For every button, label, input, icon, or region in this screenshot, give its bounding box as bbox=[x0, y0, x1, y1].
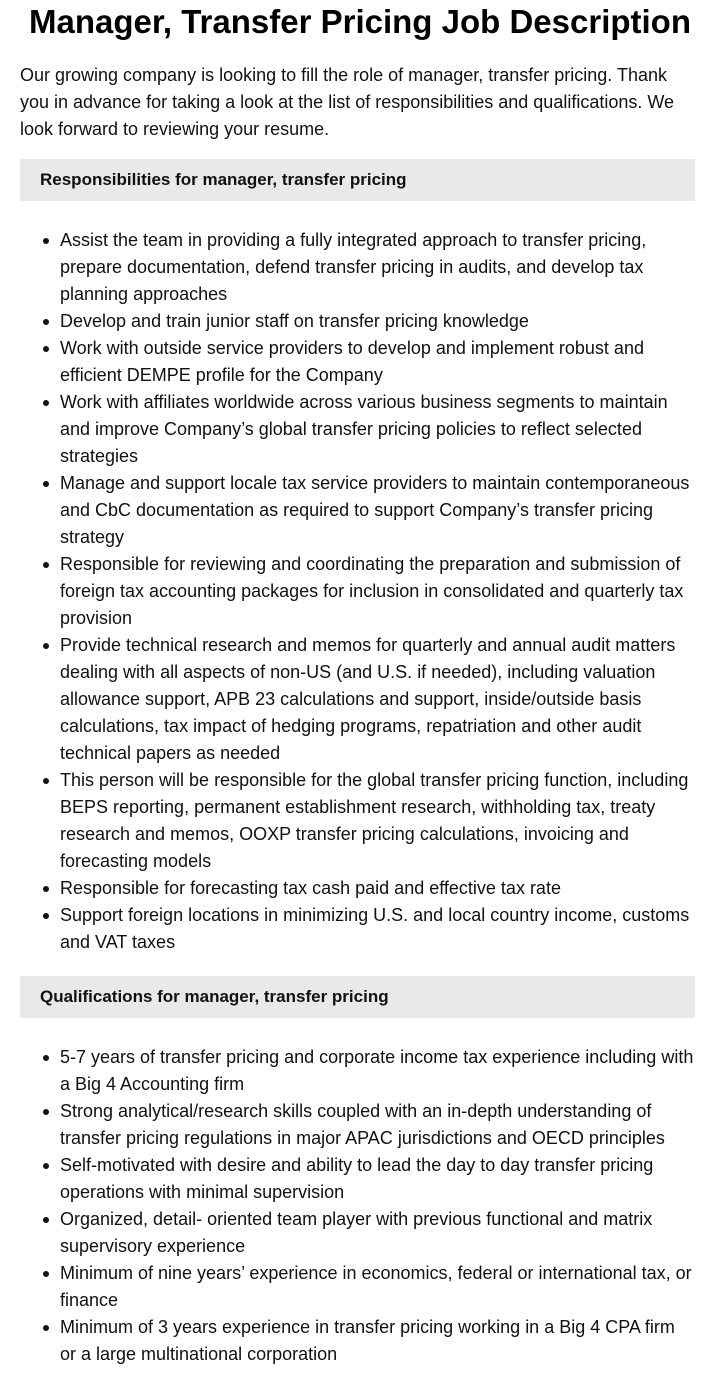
list-item: Work with outside service providers to develop and implement robust and efficient DEMPE profile for the Company bbox=[60, 335, 695, 389]
list-item: Develop and train junior staff on transfer pricing knowledge bbox=[60, 308, 695, 335]
list-item: Responsible for reviewing and coordinating the preparation and submission of foreign tax accounting packages for inclusion in consolidated and quarterly tax provision bbox=[60, 551, 695, 632]
intro-paragraph: Our growing company is looking to fill the role of manager, transfer pricing. Thank you in advance for taking a look at the list of responsibilities and qualifications. We look forward to reviewing your resume. bbox=[20, 65, 675, 139]
list-item: Provide technical research and memos for quarterly and annual audit matters dealing with all aspects of non-US (and U.S. if needed), including valuation allowance support, APB 23 calculations and support, inside/outside basis calculations, tax impact of hedging programs, repatriation and other audit technical papers as needed bbox=[60, 632, 695, 767]
responsibilities-heading: Responsibilities for manager, transfer pricing bbox=[20, 159, 695, 201]
list-item: Organized, detail- oriented team player with previous functional and matrix supervisory experience bbox=[60, 1206, 695, 1260]
list-item: Support foreign locations in minimizing U.S. and local country income, customs and VAT taxes bbox=[60, 902, 695, 956]
responsibilities-list bbox=[0, 227, 720, 956]
list-item: Responsible for forecasting tax cash paid and effective tax rate bbox=[60, 875, 695, 902]
list-item: Self-motivated with desire and ability to lead the day to day transfer pricing operations with minimal supervision bbox=[60, 1152, 695, 1206]
list-item: Minimum of nine years’ experience in economics, federal or international tax, or finance bbox=[60, 1260, 695, 1314]
list-item: This person will be responsible for the global transfer pricing function, including BEPS reporting, permanent establishment research, withholding tax, treaty research and memos, OOXP transfer pricing calculations, invoicing and forecasting models bbox=[60, 767, 695, 875]
list-item: 5-7 years of transfer pricing and corporate income tax experience including with a Big 4 Accounting firm bbox=[60, 1044, 695, 1098]
page-title: Manager, Transfer Pricing Job Description bbox=[28, 3, 691, 40]
list-item: Assist the team in providing a fully integrated approach to transfer pricing, prepare documentation, defend transfer pricing in audits, and develop tax planning approaches bbox=[60, 227, 695, 308]
qualifications-list bbox=[0, 1044, 720, 1368]
list-item: Manage and support locale tax service providers to maintain contemporaneous and CbC documentation as required to support Company’s transfer pricing strategy bbox=[60, 470, 695, 551]
qualifications-heading: Qualifications for manager, transfer pricing bbox=[20, 976, 695, 1018]
list-item: Strong analytical/research skills coupled with an in-depth understanding of transfer pricing regulations in major APAC jurisdictions and OECD principles bbox=[60, 1098, 695, 1152]
list-item: Minimum of 3 years experience in transfer pricing working in a Big 4 CPA firm or a large multinational corporation bbox=[60, 1314, 695, 1368]
list-item: Work with affiliates worldwide across various business segments to maintain and improve Company’s global transfer pricing policies to reflect selected strategies bbox=[60, 389, 695, 470]
